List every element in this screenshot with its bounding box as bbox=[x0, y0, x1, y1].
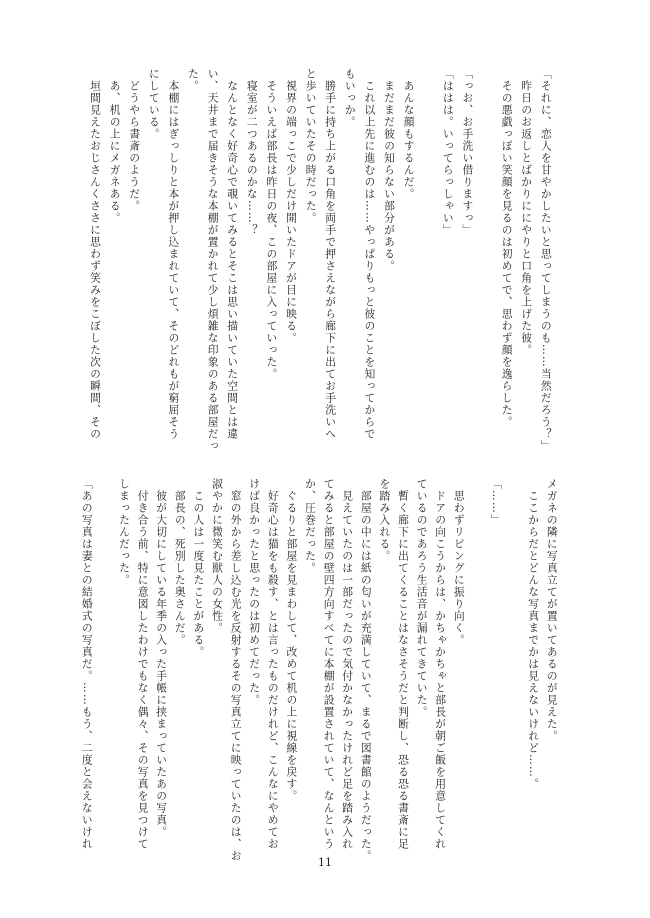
text-line: にしている。 bbox=[147, 68, 161, 140]
text-line: た。 bbox=[186, 68, 200, 92]
text-line: どうやら書斎のようだ。 bbox=[128, 68, 142, 212]
text-line: あんな顔もするんだ。 bbox=[402, 68, 416, 200]
text-line: 思わずリビングに振り向く。 bbox=[452, 478, 466, 646]
text-line: なんとなく好奇心で覗いてみるとそこは思い描いていた空間とは違 bbox=[226, 68, 240, 440]
text-line: 本棚にはぎっしりと本が押し込まれていて、そのどれもが窮屈そう bbox=[167, 68, 181, 440]
text-line: 視界の端っこで少しだけ開いたドアが目に映る。 bbox=[284, 68, 298, 344]
text-line: 「それに、恋人を甘やかしたいと思ってしまうのも……当然だろう？」 bbox=[539, 68, 553, 452]
text-line: けば良かったと思ったのは初めてだった。 bbox=[248, 478, 262, 706]
text-line: その悪戯っぽい笑顔を見るのは初めてで、思わず顔を逸らした。 bbox=[500, 68, 514, 428]
text-line: 「ははは。いってらっしゃい」 bbox=[441, 68, 455, 236]
text-line: ドアの向こうからは、かちゃかちゃと部長が朝ご飯を用意してくれ bbox=[434, 478, 448, 850]
page-number: 11 bbox=[318, 856, 332, 869]
text-line: 寝室が二つあるのかな……？ bbox=[245, 68, 259, 236]
text-line: そういえば部長は昨日の夜、この部屋に入っていった。 bbox=[265, 68, 279, 380]
text-line: 淑やかに微笑む獣人の女性。 bbox=[210, 478, 224, 634]
text-line: てみると部屋の壁四方向すべてに本棚が設置されていて、なんという bbox=[322, 478, 336, 850]
text-line: あ、机の上にメガネある。 bbox=[108, 68, 122, 224]
text-line: ここからだとどんな写真までかは見えないけれど……。 bbox=[527, 478, 541, 790]
text-line: この人は一度見たことがある。 bbox=[192, 478, 206, 658]
text-line: 窓の外から差し込む光を反射するその写真立てに映っていたのは、お bbox=[229, 478, 243, 862]
text-line: 部屋の中には紙の匂いが充満していて、まるで図書館のようだった。 bbox=[359, 478, 373, 862]
text-line: 「っお、お手洗い借りますっ」 bbox=[461, 68, 475, 236]
text-line: 付き合う前、特に意図したわけでもなく偶々、その写真を見つけて bbox=[136, 478, 150, 850]
text-line: ぐるりと部屋を見まわして、改めて机の上に視線を戻す。 bbox=[285, 478, 299, 802]
text-line: 好奇心は猫をも殺す、とは言ったものだけれど、こんなにやめてお bbox=[266, 478, 280, 850]
text-line: まだまだ彼の知らない部分がある。 bbox=[382, 68, 396, 272]
text-line: い、天井まで届きそうな本棚が置かれて少し煩雑な印象のある部屋だっ bbox=[206, 68, 220, 452]
text-line: 「あの写真は妻との結婚式の写真だ。……もう、二度と会えないけれ bbox=[80, 478, 94, 850]
text-line: 見えていたのは一部だったので気付かなかったけれど足を踏み入れ bbox=[341, 478, 355, 850]
text-line: 昨日のお返しとばかりににやりと口角を上げた彼。 bbox=[520, 68, 534, 356]
text-line: 垣間見えたおじさんくささに思わず笑みをこぼした次の瞬間、その bbox=[88, 68, 102, 440]
text-line: ているのであろう生活音が漏れてきていた。 bbox=[415, 478, 429, 718]
text-line: メガネの隣に写真立てが置いてあるのが見えた。 bbox=[545, 478, 559, 742]
text-line: 「……」 bbox=[489, 478, 503, 526]
text-line: もいっか。 bbox=[343, 68, 357, 128]
text-line: 部長の、死別した奥さんだ。 bbox=[173, 478, 187, 646]
text-line: しまったんだった。 bbox=[117, 478, 131, 586]
text-line: を踏み入れる。 bbox=[378, 478, 392, 562]
text-line: 暫く廊下に出てくることはなさそうだと判断し、恐る恐る書斎に足 bbox=[396, 478, 410, 850]
text-line: 勝手に持ち上がる口角を両手で押さえながら廊下に出てお手洗いへ bbox=[324, 68, 338, 440]
text-line: か、圧巻だった。 bbox=[303, 478, 317, 574]
text-line: 彼が大切にしている年季の入った手帳に挟まっていたあの写真。 bbox=[155, 478, 169, 838]
text-line: これ以上先に進むのは……やっぱりもっと彼のことを知ってからで bbox=[363, 68, 377, 440]
text-line: と歩いていたその時だった。 bbox=[304, 68, 318, 224]
